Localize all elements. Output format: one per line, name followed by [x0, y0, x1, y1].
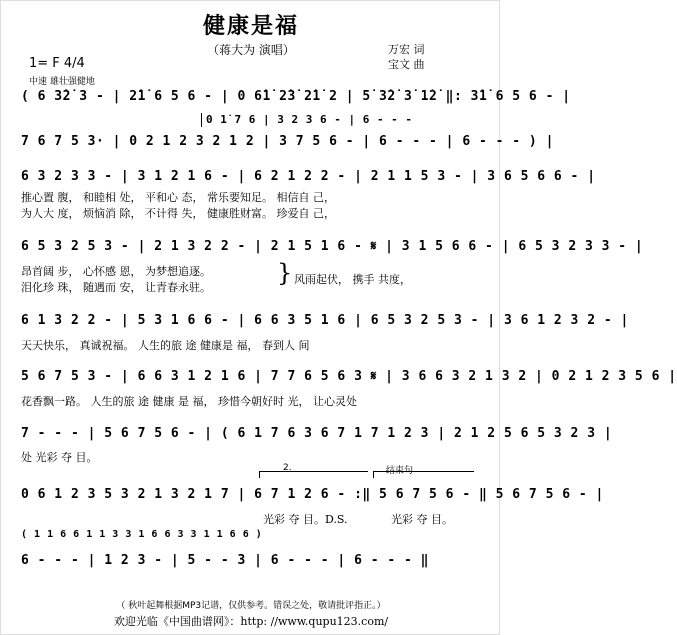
lyrics-line-8b: 光彩 夺 目。 [391, 513, 453, 526]
composer-credit: 宝文 曲 [388, 58, 425, 71]
tempo-marking: 中速 雄壮强健地 [29, 77, 95, 87]
website-footer: 欢迎光临《中国曲谱网》：http: //www.qupu123.com/ [113, 615, 389, 628]
volta-2-label: 2. [283, 463, 292, 473]
score-line-4: 6 5 3 2 5 3 - | 2 1 3 2 2 - | 2 1 5 1 6 - 𝄋 | 3 1 5 6 6 - | 6 5 3 2 3 3 - | [21, 239, 644, 254]
lyrics-line-4c: 风雨起伏， 携手 共度， [294, 273, 411, 286]
score-line-2: 7 6 7 5 3· | 0 2 1 2 3 2 1 2 | 3 7 5 6 - | 6 - - - | 6 - - - ) | [21, 134, 554, 149]
score-line-5: 6 1 3 2 2 - | 5 3 1 6 6 - | 6 6 3 5 1 6 | 6 5 3 2 5 3 - | 3 6 1 2 3 2 - | [21, 313, 629, 328]
lyrics-brace: } [277, 259, 293, 287]
score-line-3: 6 3 2 3 3 - | 3 1 2 1 6 - | 6 2 1 2 2 - | 2 1 1 5 3 - | 3 6 5 6 6 - | [21, 169, 596, 184]
score-line-7: 7 - - - | 5 6 7 5 6 - | ( 6 1 7 6 3 6 7 1 7 1 2 3 | 2 1 2 5 6 5 3 2 3 | [21, 426, 613, 441]
lyrics-line-3b: 为人大 度， 烦恼消 除， 不计得 失， 健康胜财富。 珍爱自 己， [21, 207, 335, 220]
lyrics-line-6: 花香飘一路。 人生的旅 途 健康 是 福， 珍惜今朝好时 光， 让心灵处 [21, 395, 357, 408]
lyrics-line-4b: 泪化珍 珠， 随遇而 安， 让青春永驻。 [21, 281, 211, 294]
lyrics-line-8a: 光彩 夺 目。D.S. [263, 513, 348, 526]
ending-label: 结束句 [386, 466, 414, 476]
score-line-6: 5 6 7 5 3 - | 6 6 3 1 2 1 6 | 7 7 6 5 6 3 𝄋 | 3 6 6 3 2 1 3 2 | 0 2 1 2 3 5 6 | [21, 369, 677, 384]
bar-line [201, 113, 202, 127]
score-line-8: 0 6 1 2 3 5 3 2 1 3 2 1 7 | 6 7 1 2 6 - :‖ 5 6 7 5 6 - ‖ 5 6 7 5 6 - | [21, 487, 604, 502]
key-signature: 1= F 4/4 [29, 56, 85, 71]
song-title: 健康是福 [202, 14, 299, 39]
volta-2-bracket [259, 471, 368, 478]
transcription-note: （ 秋叶起舞根据MP3记谱，仅供参考。错误之处，敬请批评指正。） [116, 601, 386, 611]
lyrics-line-7: 处 光彩 夺 目。 [21, 451, 98, 464]
score-line-1: ( 6 3̇2̇ 3 - | 2̇1̇ 6 5 6 - | 0 6̇1̇ 2̇3̇ 2̇1̇ 2 | 5̇ 3̇2̇ 3̇ 1̇2̇ ‖: 3̇1̇ 6 5 6 - | [21, 89, 571, 104]
lyricist-credit: 万宏 词 [388, 43, 425, 56]
score-line-9a: ( 1 1 6 6 1 1 3 3 1 6 6 3 3 1 1 6 6 ) [21, 529, 263, 540]
lyrics-line-5: 天天快乐， 真诚祝福。 人生的旅 途 健康是 福， 春到人 间 [21, 339, 310, 352]
score-line-1b: 0 1̇ 7 6 | 3 2 3 6 - | 6 - - - [206, 113, 413, 126]
score-line-9b: 6 - - - | 1 2 3 - | 5 - - 3 | 6 - - - | 6 - - - ‖ [21, 553, 430, 568]
singer-subtitle: （蒋大为 演唱） [207, 43, 295, 57]
lyrics-line-3a: 推心置 腹， 和睦相 处， 平和心 态， 常乐要知足。 相信自 己， [21, 191, 335, 204]
lyrics-line-4a: 昂首阔 步， 心怀感 恩， 为梦想追逐。 [21, 265, 211, 278]
